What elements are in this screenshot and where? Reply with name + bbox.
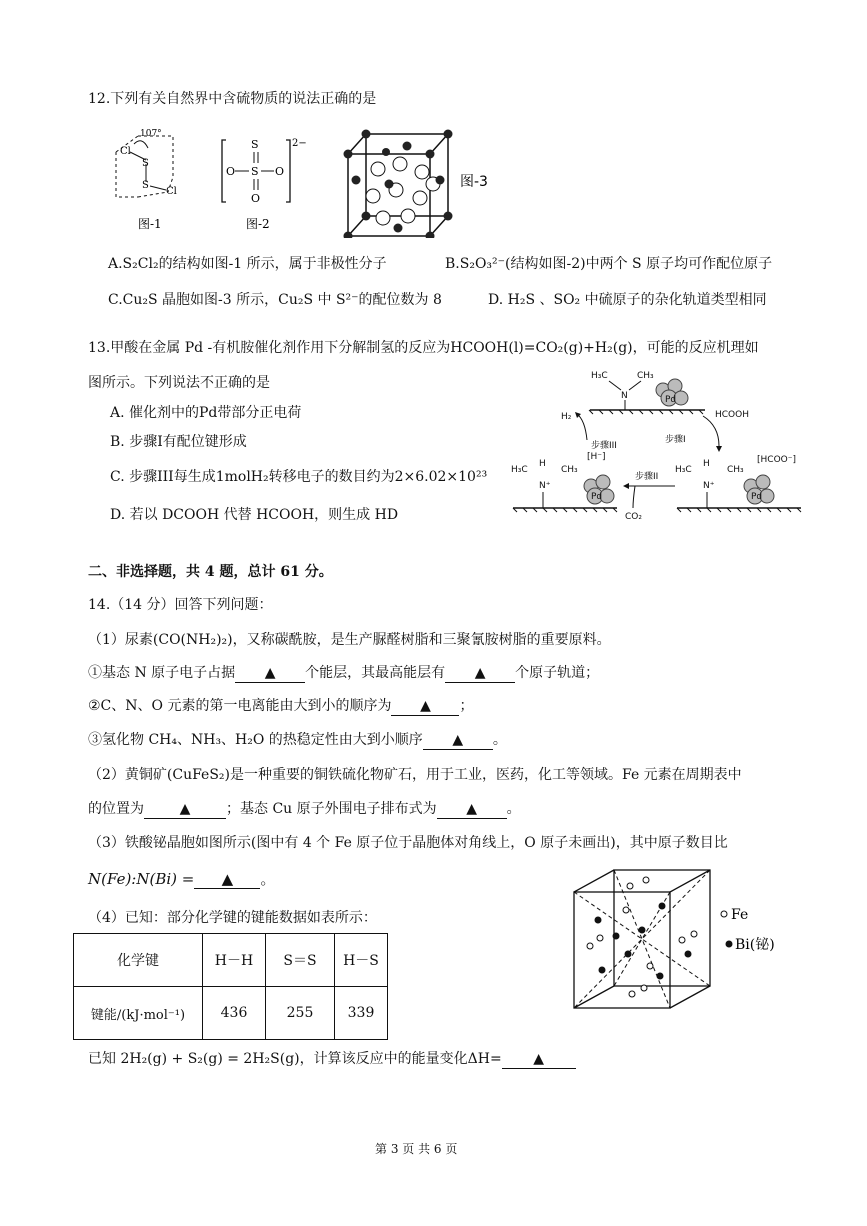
q13-stem-line1: 13.甲酸在金属 Pd -有机胺催化剂作用下分解制氢的反应为HCOOH(l)=CO₂(g)+H₂(g)，可能的反应机理如 bbox=[88, 340, 759, 356]
legend-fe-marker bbox=[721, 911, 727, 917]
nplus-label: N⁺ bbox=[539, 481, 551, 491]
ratio-label: N(Fe):N(Bi) = bbox=[88, 870, 195, 888]
q13-option-c: C. 步骤III每生成1molH₂转移电子的数目约为2×6.02×10²³ bbox=[110, 469, 488, 485]
q14-part2-line2 bbox=[88, 800, 521, 819]
pd-label: Pd bbox=[591, 492, 603, 502]
hcoo-label: [HCOO⁻] bbox=[757, 455, 796, 465]
fig1-caption: 图-1 bbox=[138, 217, 162, 231]
ch3-label: CH₃ bbox=[561, 465, 578, 475]
text: 。 bbox=[506, 801, 521, 817]
q14-part1-item2 bbox=[88, 697, 473, 716]
nplus-label: N⁺ bbox=[703, 481, 715, 491]
h3c-label: H₃C bbox=[591, 371, 608, 381]
table-header-row bbox=[74, 934, 388, 987]
legend-fe-label: Fe bbox=[731, 907, 749, 923]
text: 的位置为 bbox=[88, 801, 144, 817]
text: 个能层，其最高能层有 bbox=[305, 665, 446, 681]
answer-blank[interactable]: ▲ bbox=[194, 870, 260, 889]
legend-bi-label: Bi(铋) bbox=[735, 937, 775, 953]
hcooh-label: HCOOH bbox=[715, 410, 749, 420]
figure-1-s2cl2 bbox=[108, 122, 188, 232]
q13-option-a: A. 催化剂中的Pd带部分正电荷 bbox=[110, 405, 302, 421]
answer-blank[interactable]: ▲ bbox=[502, 1050, 576, 1069]
o-label: O bbox=[251, 192, 261, 205]
bond-energy-table bbox=[73, 933, 388, 1040]
cl-label: Cl bbox=[166, 186, 177, 197]
table-row-label: 键能/(kJ·mol⁻¹) bbox=[74, 987, 203, 1040]
figure-2-thiosulfate bbox=[218, 130, 318, 232]
section-2-heading: 二、非选择题，共 4 题，总计 61 分。 bbox=[88, 564, 333, 580]
fig3-caption: 图-3 bbox=[460, 174, 488, 190]
q14-part2-line1: （2）黄铜矿(CuFeS₂)是一种重要的铜铁硫化物矿石，用于工业，医药，化工等领域。Fe 元素在周期表中 bbox=[88, 767, 742, 783]
bifeo3-unit-cell bbox=[570, 866, 820, 1012]
s-label: S bbox=[251, 165, 259, 178]
table-header-cell: H－H bbox=[203, 934, 266, 987]
q14-part4: （4）已知：部分化学键的键能数据如表所示： bbox=[88, 910, 377, 926]
q14-part5 bbox=[88, 1050, 576, 1069]
s-label: S bbox=[251, 138, 259, 151]
answer-blank[interactable]: ▲ bbox=[144, 800, 226, 819]
figure-3-cu2s-cell bbox=[338, 124, 498, 238]
q13-stem-line2: 图所示。下列说法不正确的是 bbox=[88, 375, 270, 391]
text: ； bbox=[459, 698, 474, 714]
text: 已知 2H₂(g) + S₂(g) = 2H₂S(g)，计算该反应中的能量变化ΔH= bbox=[88, 1051, 502, 1067]
q13-option-d: D. 若以 DCOOH 代替 HCOOH，则生成 HD bbox=[110, 507, 399, 523]
angle-label: 107° bbox=[140, 129, 162, 139]
pd-label: Pd bbox=[751, 492, 763, 502]
table-header-cell: H－S bbox=[335, 934, 388, 987]
step3-label: 步骤III bbox=[591, 441, 617, 451]
q14-part1: （1）尿素(CO(NH₂)₂)，又称碳酰胺，是生产脲醛树脂和三聚氰胺树脂的重要原料。 bbox=[88, 632, 611, 648]
q12-option-b: B.S₂O₃²⁻(结构如图-2)中两个 S 原子均可作配位原子 bbox=[445, 256, 773, 272]
text: ②C、N、O 元素的第一电离能由大到小的顺序为 bbox=[88, 698, 392, 714]
fig2-caption: 图-2 bbox=[246, 217, 270, 231]
text: ①基态 N 原子电子占据 bbox=[88, 665, 236, 681]
h-label: H bbox=[703, 459, 710, 469]
table-cell: 339 bbox=[335, 987, 388, 1040]
table-cell: 255 bbox=[266, 987, 335, 1040]
n-label: N bbox=[621, 391, 628, 401]
ch3-label: CH₃ bbox=[637, 371, 654, 381]
cl-label: Cl bbox=[120, 146, 131, 157]
text: 。 bbox=[492, 732, 507, 748]
q12-option-d: D. H₂S 、SO₂ 中硫原子的杂化轨道类型相同 bbox=[488, 292, 767, 308]
answer-blank[interactable]: ▲ bbox=[391, 697, 459, 716]
h3c-label: H₃C bbox=[675, 465, 692, 475]
q14-part3-line1: （3）铁酸铋晶胞如图所示(图中有 4 个 Fe 原子位于晶胞体对角线上，O 原子未画出)，其中原子数目比 bbox=[88, 835, 728, 851]
q12-option-a: A.S₂Cl₂的结构如图-1 所示，属于非极性分子 bbox=[108, 256, 387, 272]
q14-part1-item1 bbox=[88, 664, 599, 683]
text: ③氢化物 CH₄、NH₃、H₂O 的热稳定性由大到小顺序 bbox=[88, 732, 423, 748]
table-row bbox=[74, 987, 388, 1040]
ch3-label: CH₃ bbox=[727, 465, 744, 475]
q12-stem: 12.下列有关自然界中含硫物质的说法正确的是 bbox=[88, 91, 377, 107]
o-label: O bbox=[275, 165, 285, 178]
q14-part3-line2 bbox=[88, 870, 275, 889]
text: 。 bbox=[260, 870, 276, 888]
q14-stem: 14.（14 分）回答下列问题： bbox=[88, 597, 273, 613]
charge-label: 2− bbox=[292, 138, 307, 149]
table-header-cell: S＝S bbox=[266, 934, 335, 987]
hminus-label: [H⁻] bbox=[587, 452, 606, 462]
legend-bi-marker bbox=[726, 941, 733, 948]
text: ；基态 Cu 原子外围电子排布式为 bbox=[226, 801, 437, 817]
table-header-cell: 化学键 bbox=[74, 934, 203, 987]
o-label: O bbox=[226, 165, 236, 178]
q12-option-c: C.Cu₂S 晶胞如图-3 所示，Cu₂S 中 S²⁻的配位数为 8 bbox=[108, 292, 442, 308]
q14-part1-item3 bbox=[88, 731, 507, 750]
step1-label: 步骤I bbox=[665, 435, 686, 445]
reaction-mechanism-diagram bbox=[505, 362, 807, 522]
table-cell: 436 bbox=[203, 987, 266, 1040]
q13-option-b: B. 步骤I有配位键形成 bbox=[110, 434, 247, 450]
text: 个原子轨道； bbox=[515, 665, 600, 681]
step2-label: 步骤II bbox=[635, 472, 659, 482]
answer-blank[interactable]: ▲ bbox=[445, 664, 515, 683]
answer-blank[interactable]: ▲ bbox=[437, 800, 507, 819]
answer-blank[interactable]: ▲ bbox=[423, 731, 493, 750]
h3c-label: H₃C bbox=[511, 465, 528, 475]
h2-label: H₂ bbox=[561, 412, 572, 422]
s-label: S bbox=[142, 158, 149, 169]
h-label: H bbox=[539, 459, 546, 469]
answer-blank[interactable]: ▲ bbox=[235, 664, 305, 683]
pd-label: Pd bbox=[665, 395, 677, 405]
co2-label: CO₂ bbox=[625, 512, 642, 522]
page-footer: 第 3 页 共 6 页 bbox=[375, 1142, 458, 1156]
s-label: S bbox=[142, 180, 149, 191]
